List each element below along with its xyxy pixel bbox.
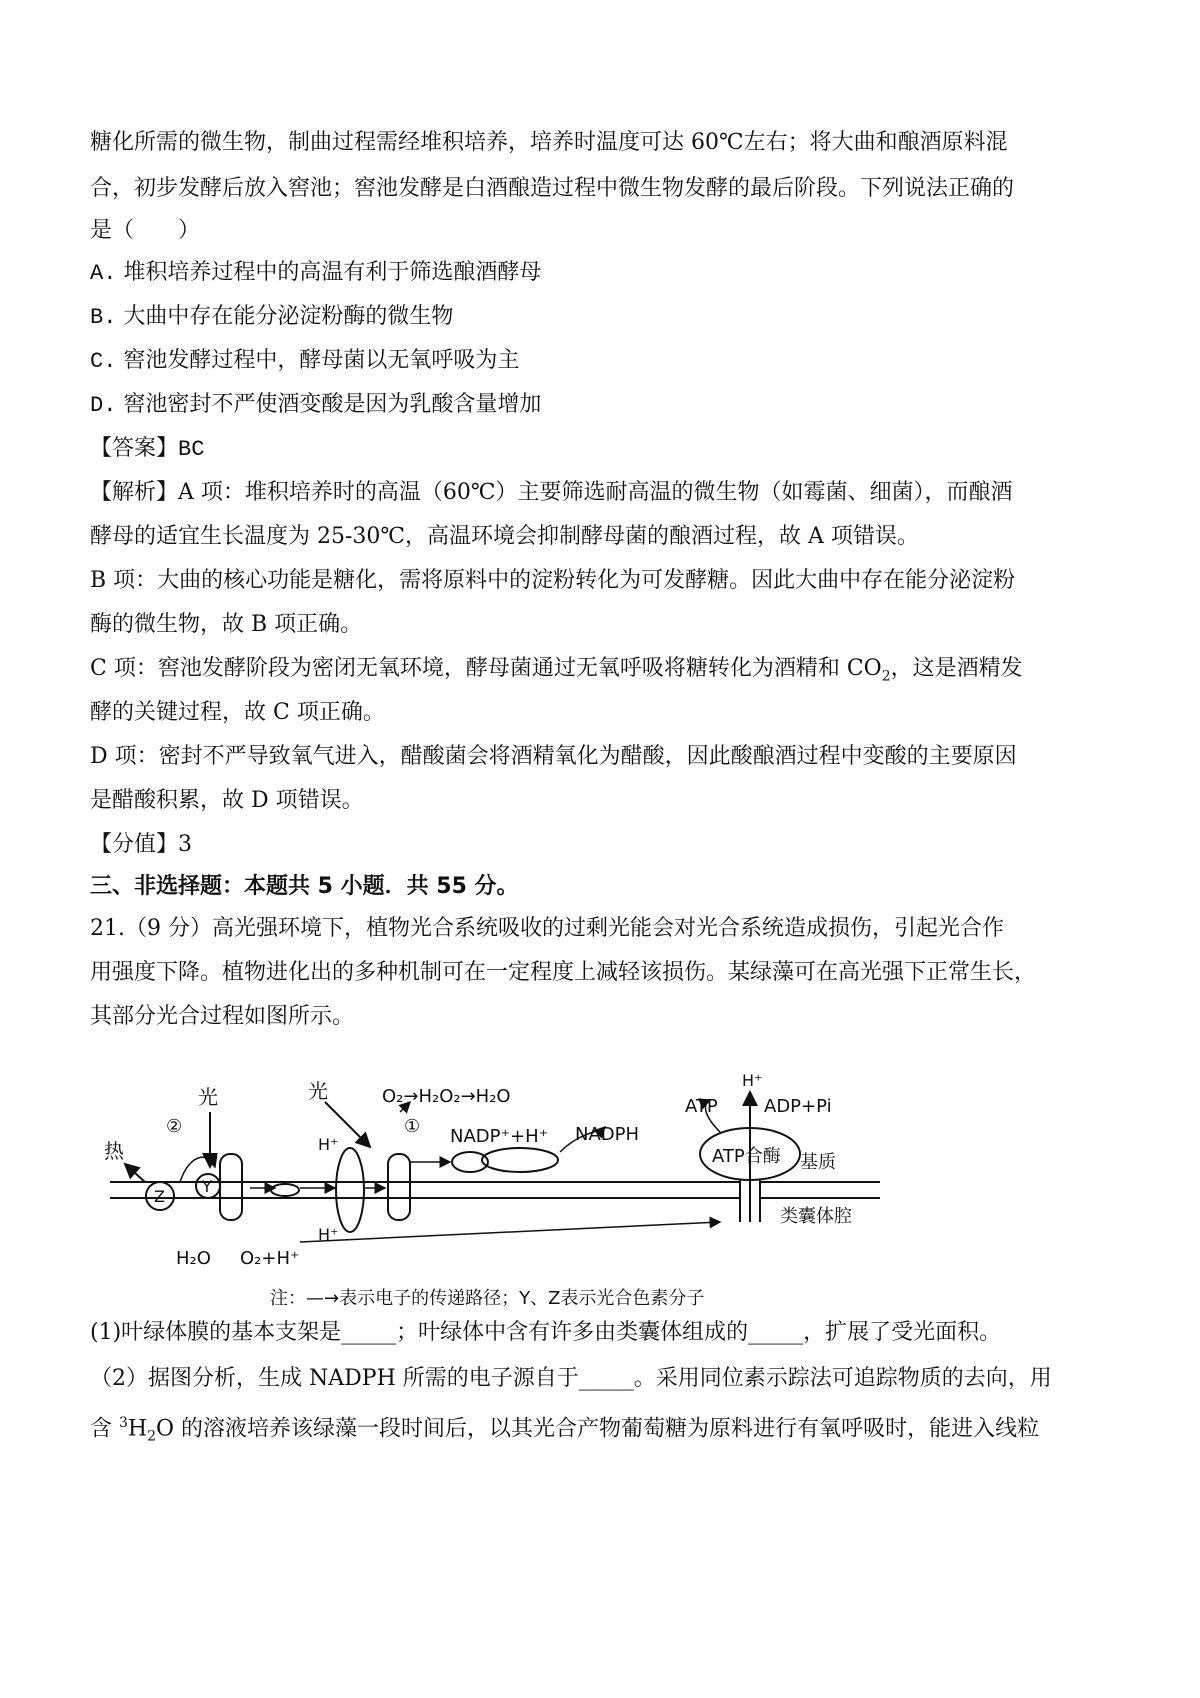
q21-line-3: 其部分光合过程如图所示。 <box>90 1004 355 1029</box>
section-heading: 三、非选择题：本题共 5 小题．共 55 分。 <box>90 874 519 899</box>
label-h-plus-mid: H⁺ <box>318 1135 339 1154</box>
score-value: 3 <box>178 832 193 857</box>
analysis-a-line-2: 酵母的适宜生长温度为 25-30℃，高温环境会抑制酵母菌的酿酒过程，故 A 项错误。 <box>90 524 919 549</box>
photosystem-i <box>388 1154 410 1220</box>
heat-arrow <box>125 1164 145 1182</box>
proton-lumen-arrow <box>300 1222 720 1242</box>
option-d <box>90 390 1120 421</box>
subq-1: (1)叶绿体膜的基本支架是_____；叶绿体中含有许多由类囊体组成的_____，扩展了受光面积。 <box>90 1320 1002 1345</box>
intro-line-2: 合，初步发酵后放入窖池；窖池发酵是白酒酿造过程中微生物发酵的最后阶段。下列说法正确的 <box>90 176 1015 201</box>
analysis-c-line-2: 酵的关键过程，故 C 项正确。 <box>90 700 385 725</box>
label-o2-h: O₂+H⁺ <box>240 1248 300 1269</box>
label-z: Z <box>154 1187 165 1206</box>
label-atp: ATP <box>685 1096 718 1117</box>
photosynthesis-diagram <box>100 1072 980 1312</box>
answer-line <box>90 434 1120 465</box>
analysis-d-line-2: 是醋酸积累，故 D 项错误。 <box>90 788 364 813</box>
answer-value: BC <box>178 437 205 462</box>
subq-2-line-1: （2）据图分析，生成 NADPH 所需的电子源自于_____。采用同位素示踪法可追踪物质的去向，用 <box>90 1366 1052 1391</box>
subq-2-prefix: 含 <box>90 1416 119 1442</box>
subq-2-line-2 <box>90 1408 1120 1452</box>
option-c-text: 窖池发酵过程中，酵母菌以无氧呼吸为主 <box>123 348 520 373</box>
analysis-b-line-2: 酶的微生物，故 B 项正确。 <box>90 612 363 637</box>
cytochrome-complex <box>336 1148 364 1232</box>
analysis-a-line-1 <box>90 478 1120 508</box>
analysis-d-line-1: D 项：密封不严导致氧气进入，醋酸菌会将酒精氧化为醋酸，因此酸酿酒过程中变酸的主要原因 <box>90 744 1017 769</box>
label-lumen: 类囊体腔 <box>780 1206 852 1227</box>
label-o2-chain: O₂→H₂O₂→H₂O <box>382 1086 511 1107</box>
label-circle-2: ② <box>166 1116 183 1137</box>
label-h-plus-low: H⁺ <box>318 1225 339 1244</box>
analysis-b-line-1: B 项：大曲的核心功能是糖化，需将原料中的淀粉转化为可发酵糖。因此大曲中存在能分泌淀粉 <box>90 568 1016 593</box>
subq-2-h: H <box>127 1416 148 1442</box>
co2-subscript: 2 <box>881 668 891 685</box>
option-b-label: B. <box>90 305 117 330</box>
label-y: Y <box>202 1177 212 1196</box>
intro-line-3: 是（ ） <box>90 218 201 243</box>
diagram-note: 注：—→表示电子的传递路径；Y、Z表示光合色素分子 <box>270 1288 705 1309</box>
option-d-text: 窖池密封不严使酒变酸是因为乳酸含量增加 <box>123 392 542 417</box>
option-d-label: D. <box>90 393 117 418</box>
intro-line-1: 糖化所需的微生物，制曲过程需经堆积培养，培养时温度可达 60℃左右；将大曲和酿酒原料混 <box>90 130 1008 155</box>
label-circle-1: ① <box>404 1116 421 1137</box>
option-b <box>90 302 1120 333</box>
label-light-1: 光 <box>198 1085 218 1109</box>
analysis-c-text-post: ，这是酒精发 <box>890 656 1023 681</box>
subq-2-text: O 的溶液培养该绿藻一段时间后，以其光合产物葡萄糖为原料进行有氧呼吸时，能进入线粒 <box>156 1416 1040 1442</box>
label-light-2: 光 <box>308 1079 328 1103</box>
photosystem-ii <box>220 1154 242 1220</box>
option-a-text: 堆积培养过程中的高温有利于筛选酿酒酵母 <box>123 260 542 285</box>
label-atp-synthase: ATP合酶 <box>712 1146 781 1167</box>
label-stroma: 基质 <box>800 1152 836 1173</box>
q21-line-1: 21.（9 分）高光强环境下，植物光合系统吸收的过剩光能会对光合系统造成损伤，引起光合作 <box>90 916 1004 941</box>
analysis-c-line-1 <box>90 654 1120 691</box>
score-line <box>90 830 1120 860</box>
option-b-text: 大曲中存在能分泌淀粉酶的微生物 <box>123 304 454 329</box>
score-label: 【分值】 <box>90 832 179 857</box>
option-c <box>90 346 1120 377</box>
analysis-a-text-1: A 项：堆积培养时的高温（60℃）主要筛选耐高温的微生物（如霉菌、细菌），而酿酒 <box>178 480 1013 505</box>
option-c-label: C. <box>90 349 117 374</box>
diagram-svg <box>100 1072 980 1312</box>
option-a <box>90 258 1120 289</box>
answer-label: 【答案】 <box>90 436 179 461</box>
label-nadp: NADP⁺+H⁺ <box>450 1126 549 1147</box>
label-nadph: NADPH <box>575 1124 640 1145</box>
option-a-label: A. <box>90 261 117 286</box>
label-h-plus-top: H⁺ <box>742 1072 763 1090</box>
label-h2o: H₂O <box>176 1248 211 1269</box>
plastoquinone <box>271 1184 299 1196</box>
label-adp: ADP+Pi <box>764 1096 832 1117</box>
tritium-superscript: 3 <box>119 1415 128 1431</box>
analysis-c-text-pre: C 项：窖池发酵阶段为密闭无氧环境，酵母菌通过无氧呼吸将糖转化为酒精和 CO <box>90 656 882 681</box>
analysis-label: 【解析】 <box>90 480 179 505</box>
nadp-reductase <box>482 1148 558 1172</box>
q21-line-2: 用强度下降。植物进化出的多种机制可在一定程度上减轻该损伤。某绿藻可在高光强下正常生长， <box>90 960 1037 985</box>
label-heat: 热 <box>104 1139 124 1163</box>
water-subscript: 2 <box>147 1428 157 1445</box>
